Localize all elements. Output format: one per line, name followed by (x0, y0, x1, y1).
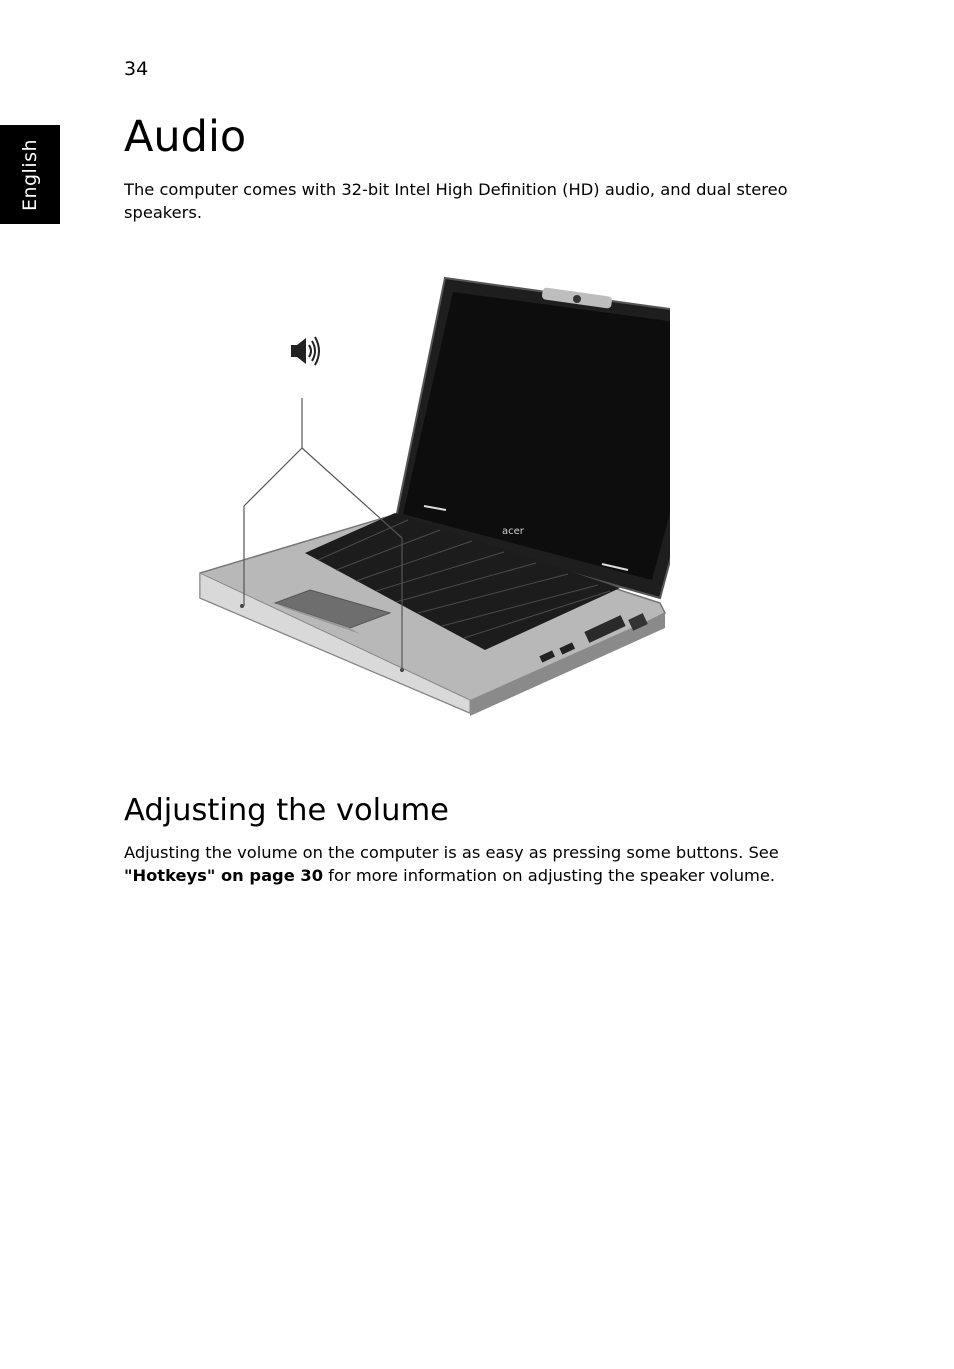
audio-description: The computer comes with 32-bit Intel High Definition (HD) audio, and dual stereo speakers. (124, 180, 788, 222)
subsection-title: Adjusting the volume (124, 793, 449, 828)
laptop-illustration (190, 268, 670, 728)
laptop-logo: acer (502, 526, 524, 537)
hotkeys-link[interactable]: "Hotkeys" on page 30 (124, 866, 324, 885)
laptop-figure (190, 268, 670, 728)
speaker-icon (291, 337, 319, 365)
volume-description-text-end: for more information on adjusting the speaker volume. (323, 866, 776, 885)
volume-description (124, 841, 844, 887)
language-tab-label: English (19, 138, 41, 211)
page-number: 34 (124, 58, 149, 80)
section-title: Audio (124, 112, 247, 162)
webcam-lens (573, 295, 581, 303)
volume-description-text: Adjusting the volume on the computer is as easy as pressing some buttons. See (124, 843, 779, 862)
language-tab (0, 125, 60, 224)
